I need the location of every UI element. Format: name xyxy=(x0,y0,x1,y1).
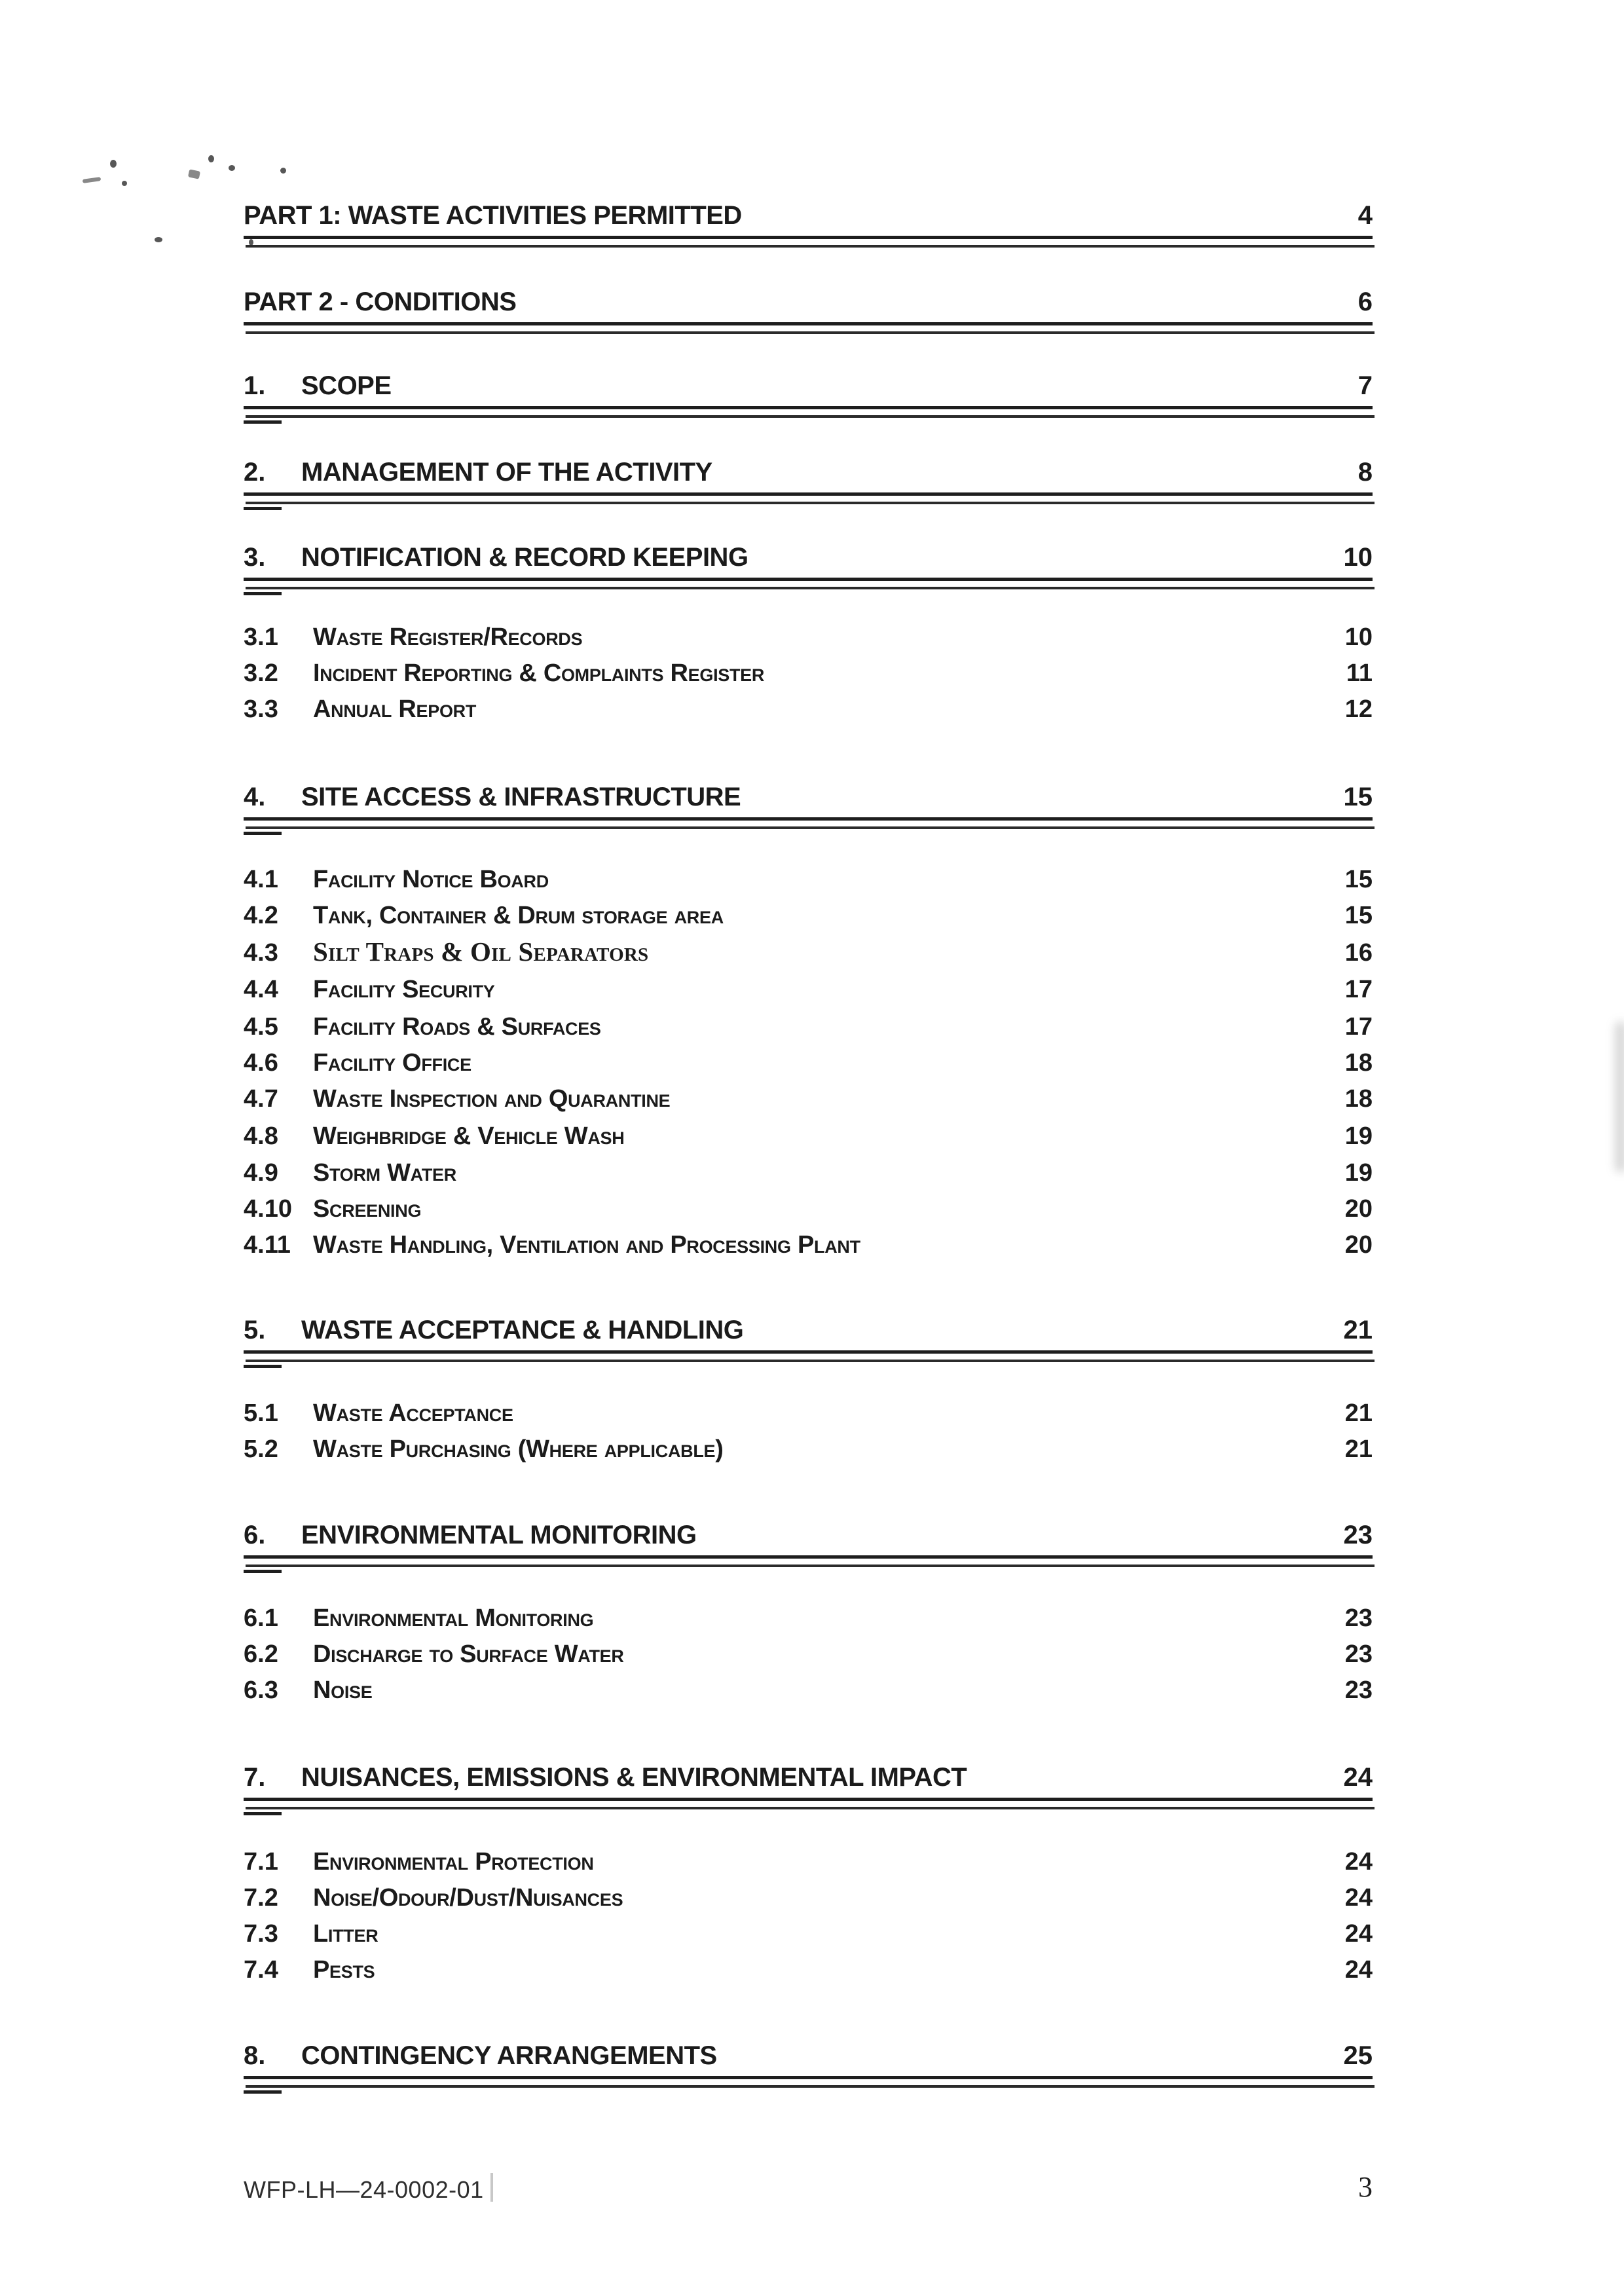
toc-entry-6 xyxy=(244,1519,1373,1548)
number-underline xyxy=(244,592,282,595)
toc-entry-page: 24 xyxy=(1344,1884,1373,1912)
toc-entry-label: Environmental Protection xyxy=(313,1848,594,1876)
toc-entry-label: NOTIFICATION & RECORD KEEPING xyxy=(301,543,748,572)
toc-entry-label: Discharge to Surface Water xyxy=(313,1640,624,1668)
scan-speck xyxy=(229,165,235,171)
toc-entry-page: 23 xyxy=(1344,1640,1373,1668)
toc-entry-number: 3.1 xyxy=(244,623,278,651)
toc-entry-page: 20 xyxy=(1344,1195,1373,1223)
toc-entry-number: 1. xyxy=(244,371,266,400)
toc-entry-4.10 xyxy=(244,1194,1373,1221)
number-underline xyxy=(244,420,282,424)
toc-entry-7.4 xyxy=(244,1955,1373,1982)
toc-entry-number: 4.6 xyxy=(244,1049,278,1077)
toc-entry-label: Storm Water xyxy=(313,1159,456,1187)
toc-entry-number: 4.11 xyxy=(244,1231,291,1259)
toc-entry-page: 11 xyxy=(1346,659,1373,687)
toc-entry-page: 4 xyxy=(1357,201,1373,230)
toc-entry-page: 17 xyxy=(1344,1013,1373,1041)
toc-entry-page: 21 xyxy=(1344,1435,1373,1463)
toc-entry-part-1 xyxy=(244,200,1373,229)
toc-entry-4.7 xyxy=(244,1084,1373,1111)
toc-entry-number: 4.1 xyxy=(244,866,278,893)
toc-entry-label: Waste Handling, Ventilation and Processing Plant xyxy=(313,1231,860,1259)
toc-entry-4.8 xyxy=(244,1121,1373,1149)
toc-entry-number: 4.10 xyxy=(244,1195,292,1223)
toc-entry-label: Facility Office xyxy=(313,1049,471,1077)
toc-entry-number: 4.3 xyxy=(244,939,278,967)
toc-entry-number: 4.7 xyxy=(244,1085,278,1113)
scan-edge-smudge xyxy=(1615,1022,1624,1172)
toc-entry-label: WASTE ACCEPTANCE & HANDLING xyxy=(301,1316,744,1344)
toc-entry-page: 16 xyxy=(1344,939,1373,967)
scan-speck xyxy=(110,160,117,168)
toc-entry-number: 4.8 xyxy=(244,1122,278,1150)
toc-entry-number: 7.2 xyxy=(244,1884,278,1912)
toc-entry-4.4 xyxy=(244,974,1373,1002)
toc-entry-number: 6.1 xyxy=(244,1604,278,1632)
scan-tick xyxy=(490,2173,493,2202)
toc-entry-number: 3.3 xyxy=(244,695,278,723)
toc-entry-label: Noise xyxy=(313,1676,373,1704)
toc-entry-page: 8 xyxy=(1357,458,1373,487)
toc-entry-label: Noise/Odour/Dust/Nuisances xyxy=(313,1884,623,1912)
toc-entry-page: 24 xyxy=(1344,1848,1373,1876)
toc-entry-page: 24 xyxy=(1343,1763,1373,1792)
toc-entry-3.2 xyxy=(244,658,1373,686)
toc-entry-number: 3.2 xyxy=(244,659,278,687)
toc-entry-5 xyxy=(244,1314,1373,1343)
toc-entry-page: 23 xyxy=(1344,1604,1373,1632)
toc-entry-label: NUISANCES, EMISSIONS & ENVIRONMENTAL IMPACT xyxy=(301,1763,967,1792)
number-underline xyxy=(244,2090,282,2094)
toc-entry-page: 15 xyxy=(1344,902,1373,929)
toc-entry-4.11 xyxy=(244,1230,1373,1257)
toc-entry-page: 18 xyxy=(1344,1085,1373,1113)
toc-entry-4.3 xyxy=(244,938,1373,965)
toc-entry-6.2 xyxy=(244,1639,1373,1667)
number-underline xyxy=(244,1365,282,1368)
toc-entry-7.1 xyxy=(244,1847,1373,1874)
toc-entry-page: 17 xyxy=(1344,976,1373,1003)
toc-entry-label: CONTINGENCY ARRANGEMENTS xyxy=(301,2041,717,2070)
toc-entry-label: PART 1: WASTE ACTIVITIES PERMITTED xyxy=(244,201,742,230)
toc-entry-number: 5.2 xyxy=(244,1435,278,1463)
toc-entry-page: 21 xyxy=(1344,1399,1373,1427)
scan-smear xyxy=(188,169,200,179)
toc-entry-number: 7.3 xyxy=(244,1920,278,1948)
toc-entry-3.3 xyxy=(244,694,1373,722)
toc-entry-label: Waste Purchasing (Where applicable) xyxy=(313,1435,724,1463)
toc-entry-label: Weighbridge & Vehicle Wash xyxy=(313,1122,625,1150)
toc-entry-page: 21 xyxy=(1343,1316,1373,1344)
toc-entry-page: 6 xyxy=(1357,287,1373,316)
scan-speck xyxy=(208,155,214,162)
toc-entry-number: 6. xyxy=(244,1521,266,1549)
toc-entry-2 xyxy=(244,456,1373,485)
toc-entry-number: 4.9 xyxy=(244,1159,278,1187)
page-footer xyxy=(244,2173,1373,2202)
toc-entry-page: 15 xyxy=(1343,783,1373,811)
toc-entry-label: Annual Report xyxy=(313,695,477,723)
toc-entry-label: Facility Security xyxy=(313,976,495,1003)
toc-entry-page: 10 xyxy=(1343,543,1373,572)
number-underline xyxy=(244,1570,282,1573)
toc-entry-1 xyxy=(244,370,1373,399)
toc-entry-label: Waste Register/Records xyxy=(313,623,583,651)
toc-entry-number: 4.5 xyxy=(244,1013,278,1041)
toc-entry-page: 19 xyxy=(1344,1122,1373,1150)
scan-speck xyxy=(280,168,286,174)
toc-entry-label: Waste Acceptance xyxy=(313,1399,513,1427)
toc-entry-page: 12 xyxy=(1344,695,1373,723)
toc-entry-number: 2. xyxy=(244,458,266,487)
toc-entry-6.1 xyxy=(244,1603,1373,1631)
toc-entry-number: 4. xyxy=(244,783,266,811)
toc-entry-page: 20 xyxy=(1344,1231,1373,1259)
toc-entry-7.3 xyxy=(244,1919,1373,1946)
toc-entry-6.3 xyxy=(244,1675,1373,1703)
toc-entry-label: Environmental Monitoring xyxy=(313,1604,594,1632)
toc-entry-label: Silt Traps & Oil Separators xyxy=(313,936,649,967)
toc-entry-label: SCOPE xyxy=(301,371,392,400)
toc-entry-page: 15 xyxy=(1344,866,1373,893)
toc-entry-5.1 xyxy=(244,1398,1373,1426)
toc-entry-label: Litter xyxy=(313,1920,378,1948)
toc-entry-label: Pests xyxy=(313,1956,375,1984)
toc-entry-5.2 xyxy=(244,1434,1373,1462)
scan-speck xyxy=(155,237,162,242)
toc-entry-page: 23 xyxy=(1343,1521,1373,1549)
toc-entry-number: 4.4 xyxy=(244,976,278,1003)
document-reference: WFP-LH—24-0002-01 xyxy=(244,2176,484,2203)
number-underline xyxy=(244,507,282,510)
toc-entry-label: SITE ACCESS & INFRASTRUCTURE xyxy=(301,783,741,811)
number-underline xyxy=(244,1812,282,1815)
toc-entry-page: 10 xyxy=(1344,623,1373,651)
toc-entry-4.5 xyxy=(244,1012,1373,1039)
toc-entry-label: Facility Notice Board xyxy=(313,866,549,893)
toc-entry-4.6 xyxy=(244,1048,1373,1075)
toc-entry-label: Facility Roads & Surfaces xyxy=(313,1013,601,1041)
toc-entry-4.1 xyxy=(244,864,1373,892)
page-number: 3 xyxy=(1358,2171,1373,2203)
toc-entry-7.2 xyxy=(244,1883,1373,1910)
toc-entry-number: 5. xyxy=(244,1316,266,1344)
toc-entry-number: 6.3 xyxy=(244,1676,278,1704)
toc-entry-page: 23 xyxy=(1344,1676,1373,1704)
toc-entry-7 xyxy=(244,1762,1373,1790)
toc-entry-page: 25 xyxy=(1343,2041,1373,2070)
toc-entry-label: Incident Reporting & Complaints Register xyxy=(313,659,765,687)
toc-entry-8 xyxy=(244,2040,1373,2069)
toc-entry-number: 7. xyxy=(244,1763,266,1792)
toc-entry-page: 24 xyxy=(1344,1920,1373,1948)
toc-entry-number: 7.1 xyxy=(244,1848,278,1876)
toc-entry-number: 6.2 xyxy=(244,1640,278,1668)
toc-entry-number: 8. xyxy=(244,2041,266,2070)
toc-entry-number: 4.2 xyxy=(244,902,278,929)
toc-entry-3 xyxy=(244,542,1373,570)
toc-entry-4.9 xyxy=(244,1158,1373,1185)
scan-smear xyxy=(83,177,101,183)
toc-entry-page: 18 xyxy=(1344,1049,1373,1077)
toc-entry-part-2 xyxy=(244,286,1373,315)
toc-entry-number: 7.4 xyxy=(244,1956,278,1984)
toc-entry-label: MANAGEMENT OF THE ACTIVITY xyxy=(301,458,712,487)
toc-entry-number: 3. xyxy=(244,543,266,572)
toc-entry-label: Waste Inspection and Quarantine xyxy=(313,1085,671,1113)
toc-entry-page: 19 xyxy=(1344,1159,1373,1187)
toc-entry-label: Tank, Container & Drum storage area xyxy=(313,902,724,929)
number-underline xyxy=(244,832,282,835)
toc-entry-label: PART 2 - CONDITIONS xyxy=(244,287,517,316)
toc-entry-3.1 xyxy=(244,622,1373,650)
toc-entry-4.2 xyxy=(244,900,1373,928)
toc-entry-4 xyxy=(244,781,1373,810)
toc-entry-page: 7 xyxy=(1357,371,1373,400)
toc-entry-number: 5.1 xyxy=(244,1399,278,1427)
scan-speck xyxy=(122,181,127,186)
toc-entry-label: Screening xyxy=(313,1195,422,1223)
toc-entry-page: 24 xyxy=(1344,1956,1373,1984)
toc-entry-label: ENVIRONMENTAL MONITORING xyxy=(301,1521,697,1549)
